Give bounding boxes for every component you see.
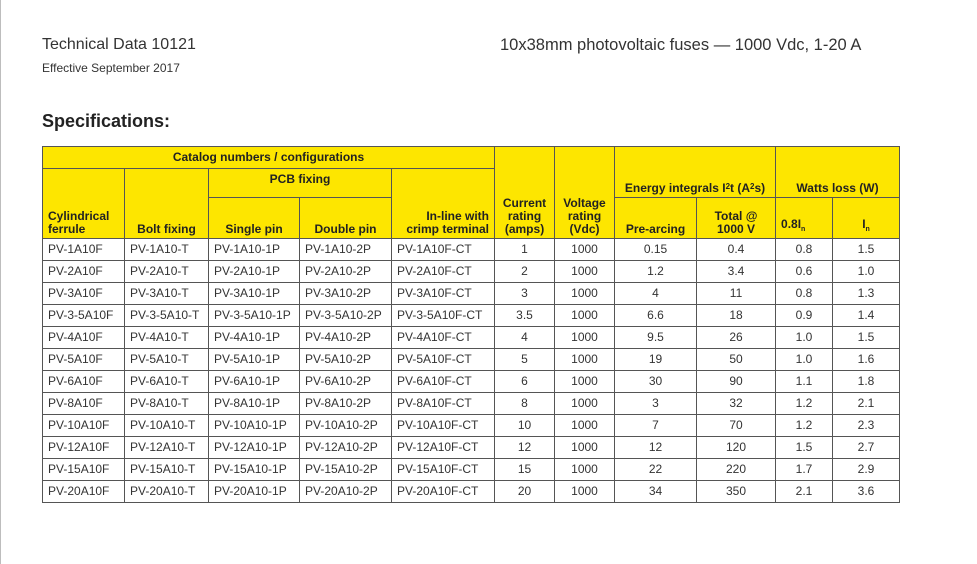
inline-crimp-cell: PV-4A10F-CT [392,327,495,349]
energy-text-2: t (A [730,181,751,195]
double-pin-cell: PV-10A10-2P [300,415,392,437]
win-text: I [862,217,866,231]
double-pin-cell: PV-15A10-2P [300,459,392,481]
watts-in-cell: 2.7 [833,437,900,459]
voltage-rating-cell: 1000 [555,327,615,349]
single-pin-cell: PV-12A10-1P [209,437,300,459]
table-row [43,305,900,327]
voltage-line3: (Vdc) [569,222,600,236]
cylindrical-ferrule-cell: PV-20A10F [43,481,125,503]
bolt-fixing-header: Bolt fixing [125,169,209,239]
doc-heading: 10x38mm photovoltaic fuses — 1000 Vdc, 1-20 A [500,36,862,54]
watts-08in-cell: 1.2 [776,393,833,415]
total-1000v-cell: 220 [697,459,776,481]
watts-08in-cell: 1.0 [776,327,833,349]
table-row [43,437,900,459]
bolt-fixing-cell: PV-6A10-T [125,371,209,393]
watts-08in-cell: 0.8 [776,239,833,261]
total-1000v-cell: 26 [697,327,776,349]
watts-in-header [833,198,900,239]
watts-in-cell: 1.8 [833,371,900,393]
single-pin-cell: PV-1A10-1P [209,239,300,261]
pre-arcing-cell: 1.2 [615,261,697,283]
section-title: Specifications: [42,111,171,131]
inline-crimp-cell: PV-6A10F-CT [392,371,495,393]
total-1000v-header [697,198,776,239]
pre-arcing-cell: 6.6 [615,305,697,327]
pre-arcing-cell: 19 [615,349,697,371]
voltage-rating-cell: 1000 [555,481,615,503]
inline-crimp-cell: PV-2A10F-CT [392,261,495,283]
cylindrical-ferrule-cell: PV-15A10F [43,459,125,481]
cyl-line1: Cylindrical [48,209,110,223]
voltage-rating-cell: 1000 [555,371,615,393]
bolt-fixing-cell: PV-20A10-T [125,481,209,503]
double-pin-cell: PV-3-5A10-2P [300,305,392,327]
pre-arcing-cell: 9.5 [615,327,697,349]
single-pin-cell: PV-10A10-1P [209,415,300,437]
table-row [43,327,900,349]
voltage-rating-cell: 1000 [555,393,615,415]
total-1000v-cell: 11 [697,283,776,305]
watts-loss-header: Watts loss (W) [776,147,900,198]
inline-crimp-cell: PV-10A10F-CT [392,415,495,437]
watts-08in-cell: 1.5 [776,437,833,459]
energy-text-3: s) [754,181,766,195]
current-rating-cell: 20 [495,481,555,503]
total-1000v-cell: 3.4 [697,261,776,283]
watts-08in-cell: 2.1 [776,481,833,503]
voltage-rating-cell: 1000 [555,261,615,283]
watts-08in-cell: 0.8 [776,283,833,305]
cylindrical-ferrule-cell: PV-5A10F [43,349,125,371]
current-rating-cell: 5 [495,349,555,371]
watts-08in-cell: 1.2 [776,415,833,437]
single-pin-cell: PV-6A10-1P [209,371,300,393]
total-line1: Total @ [714,209,758,223]
effective-date: Effective September 2017 [42,61,180,75]
pre-arcing-cell: 0.15 [615,239,697,261]
cylindrical-ferrule-header [43,169,125,239]
cylindrical-ferrule-cell: PV-3A10F [43,283,125,305]
total-1000v-cell: 18 [697,305,776,327]
watts-in-cell: 2.3 [833,415,900,437]
energy-integrals-header [615,147,776,198]
inline-crimp-cell: PV-12A10F-CT [392,437,495,459]
bolt-fixing-cell: PV-2A10-T [125,261,209,283]
voltage-rating-cell: 1000 [555,305,615,327]
current-rating-header [495,147,555,239]
voltage-rating-cell: 1000 [555,283,615,305]
total-1000v-cell: 70 [697,415,776,437]
page-edge [0,0,1,564]
current-rating-cell: 3.5 [495,305,555,327]
watts-in-cell: 1.4 [833,305,900,327]
total-1000v-cell: 350 [697,481,776,503]
cylindrical-ferrule-cell: PV-10A10F [43,415,125,437]
catalog-group-header: Catalog numbers / configurations [43,147,495,169]
single-pin-cell: PV-3-5A10-1P [209,305,300,327]
pre-arcing-cell: 7 [615,415,697,437]
current-rating-cell: 3 [495,283,555,305]
voltage-rating-header [555,147,615,239]
voltage-line2: rating [567,209,602,223]
pre-arcing-cell: 30 [615,371,697,393]
table-row [43,371,900,393]
cylindrical-ferrule-cell: PV-6A10F [43,371,125,393]
watts-in-cell: 1.5 [833,327,900,349]
current-rating-cell: 6 [495,371,555,393]
single-pin-cell: PV-8A10-1P [209,393,300,415]
cylindrical-ferrule-cell: PV-8A10F [43,393,125,415]
table-row [43,261,900,283]
inline-crimp-cell: PV-8A10F-CT [392,393,495,415]
double-pin-header: Double pin [300,198,392,239]
inline-crimp-cell: PV-5A10F-CT [392,349,495,371]
watts-in-cell: 3.6 [833,481,900,503]
inline-crimp-header [392,169,495,239]
w08-sub: n [801,226,806,233]
watts-08in-cell: 0.6 [776,261,833,283]
watts-in-cell: 2.1 [833,393,900,415]
single-pin-header: Single pin [209,198,300,239]
table-row [43,239,900,261]
total-1000v-cell: 50 [697,349,776,371]
win-sub: n [865,226,870,233]
table-row [43,283,900,305]
bolt-fixing-cell: PV-10A10-T [125,415,209,437]
table-row [43,459,900,481]
double-pin-cell: PV-1A10-2P [300,239,392,261]
bolt-fixing-cell: PV-3-5A10-T [125,305,209,327]
watts-08in-cell: 1.1 [776,371,833,393]
current-line1: Current [502,196,547,210]
current-rating-cell: 8 [495,393,555,415]
watts-08in-cell: 1.0 [776,349,833,371]
bolt-fixing-cell: PV-1A10-T [125,239,209,261]
cylindrical-ferrule-cell: PV-3-5A10F [43,305,125,327]
current-rating-cell: 10 [495,415,555,437]
inline-crimp-cell: PV-3A10F-CT [392,283,495,305]
table-row [43,349,900,371]
bolt-fixing-cell: PV-12A10-T [125,437,209,459]
bolt-fixing-cell: PV-3A10-T [125,283,209,305]
inline-crimp-cell: PV-1A10F-CT [392,239,495,261]
current-rating-cell: 1 [495,239,555,261]
double-pin-cell: PV-4A10-2P [300,327,392,349]
double-pin-cell: PV-12A10-2P [300,437,392,459]
current-rating-cell: 4 [495,327,555,349]
current-rating-cell: 12 [495,437,555,459]
bolt-fixing-cell: PV-8A10-T [125,393,209,415]
watts-in-cell: 1.0 [833,261,900,283]
watts-in-cell: 1.5 [833,239,900,261]
double-pin-cell: PV-5A10-2P [300,349,392,371]
voltage-rating-cell: 1000 [555,459,615,481]
current-line3: (amps) [504,222,545,236]
watts-in-cell: 1.6 [833,349,900,371]
pre-arcing-cell: 3 [615,393,697,415]
single-pin-cell: PV-4A10-1P [209,327,300,349]
cylindrical-ferrule-cell: PV-4A10F [43,327,125,349]
watts-08in-cell: 0.9 [776,305,833,327]
energy-sup-2: 2 [750,182,755,191]
table-row [43,393,900,415]
pre-arcing-header: Pre-arcing [615,198,697,239]
total-1000v-cell: 90 [697,371,776,393]
pre-arcing-cell: 22 [615,459,697,481]
single-pin-cell: PV-2A10-1P [209,261,300,283]
pcb-fixing-header: PCB fixing [209,169,392,198]
bolt-fixing-cell: PV-4A10-T [125,327,209,349]
w08-text: 0.8I [781,217,802,231]
doc-number: Technical Data 10121 [42,36,196,53]
inline-crimp-cell: PV-3-5A10F-CT [392,305,495,327]
voltage-rating-cell: 1000 [555,415,615,437]
total-1000v-cell: 0.4 [697,239,776,261]
cylindrical-ferrule-cell: PV-12A10F [43,437,125,459]
current-rating-cell: 2 [495,261,555,283]
total-1000v-cell: 120 [697,437,776,459]
voltage-rating-cell: 1000 [555,349,615,371]
energy-text-1: Energy integrals I [624,181,726,195]
voltage-line1: Voltage [563,196,606,210]
total-1000v-cell: 32 [697,393,776,415]
pre-arcing-cell: 34 [615,481,697,503]
double-pin-cell: PV-3A10-2P [300,283,392,305]
specifications-table [42,146,900,503]
specifications-body [43,239,900,503]
watts-08in-cell: 1.7 [776,459,833,481]
pre-arcing-cell: 4 [615,283,697,305]
single-pin-cell: PV-3A10-1P [209,283,300,305]
bolt-fixing-cell: PV-5A10-T [125,349,209,371]
bolt-fixing-cell: PV-15A10-T [125,459,209,481]
cyl-line2: ferrule [48,222,86,236]
pre-arcing-cell: 12 [615,437,697,459]
double-pin-cell: PV-8A10-2P [300,393,392,415]
watts-in-cell: 1.3 [833,283,900,305]
double-pin-cell: PV-2A10-2P [300,261,392,283]
double-pin-cell: PV-6A10-2P [300,371,392,393]
inline-line2: crimp terminal [406,222,490,236]
inline-crimp-cell: PV-20A10F-CT [392,481,495,503]
total-line2: 1000 V [716,222,756,236]
table-row [43,481,900,503]
cylindrical-ferrule-cell: PV-2A10F [43,261,125,283]
watts-in-cell: 2.9 [833,459,900,481]
single-pin-cell: PV-15A10-1P [209,459,300,481]
cylindrical-ferrule-cell: PV-1A10F [43,239,125,261]
voltage-rating-cell: 1000 [555,437,615,459]
current-rating-cell: 15 [495,459,555,481]
voltage-rating-cell: 1000 [555,239,615,261]
single-pin-cell: PV-20A10-1P [209,481,300,503]
double-pin-cell: PV-20A10-2P [300,481,392,503]
inline-crimp-cell: PV-15A10F-CT [392,459,495,481]
energy-sup-1: 2 [725,182,731,191]
current-line2: rating [507,209,542,223]
watts-08in-header [776,198,833,239]
single-pin-cell: PV-5A10-1P [209,349,300,371]
inline-line1: In-line with [426,209,490,223]
table-row [43,415,900,437]
